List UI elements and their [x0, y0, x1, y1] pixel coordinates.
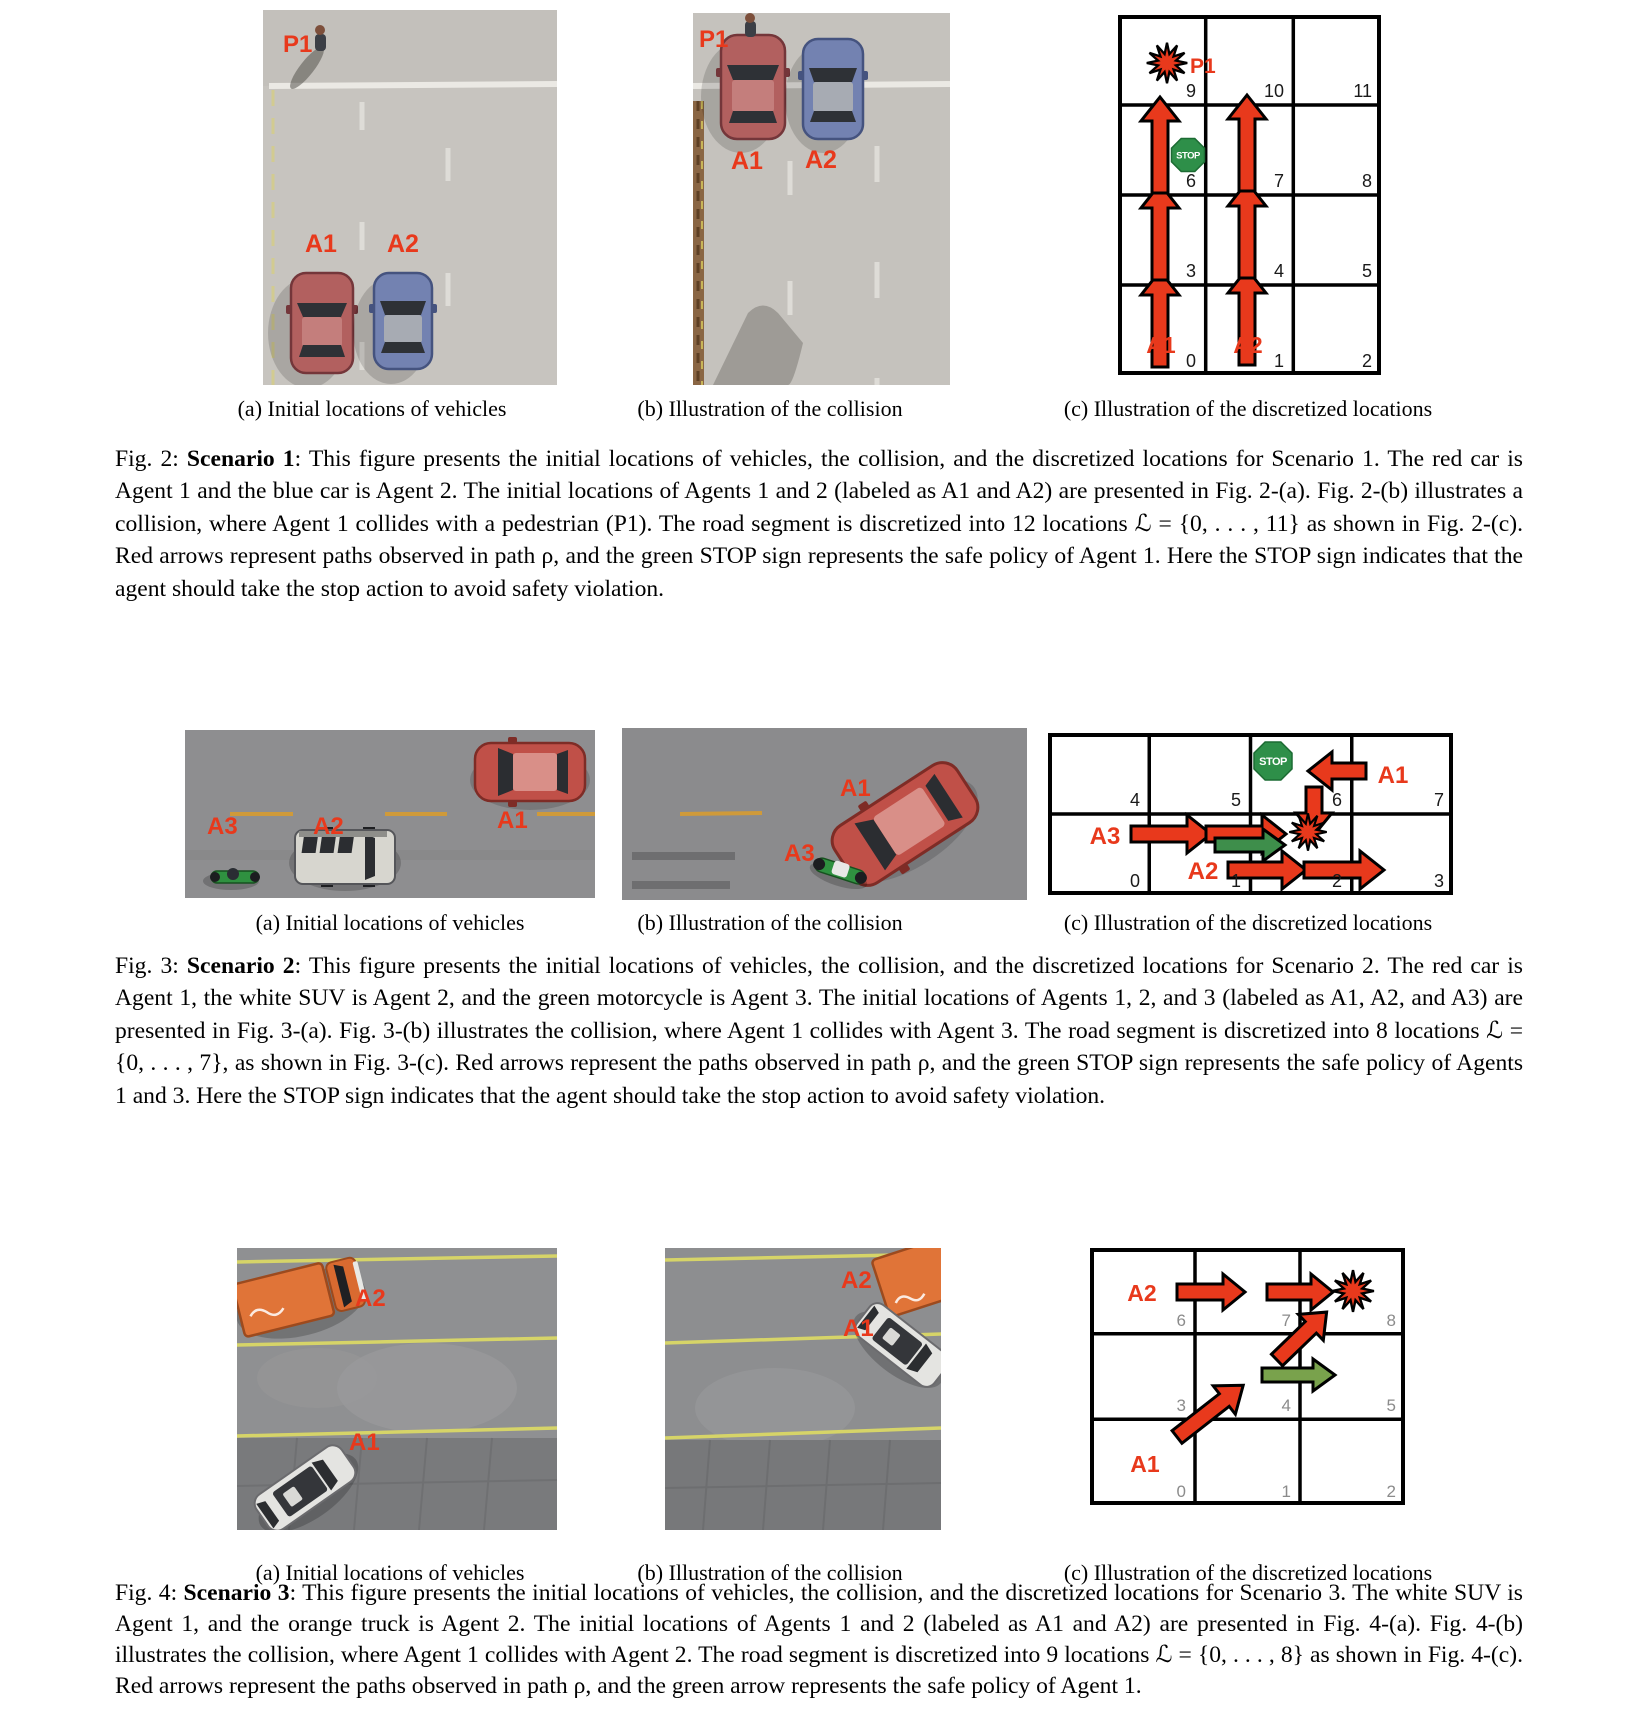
label-a3: A3 — [207, 813, 238, 840]
fig4-caption-body: : This figure presents the initial locations of vehicles, the collision, and the discretized locations for Scenario 3. The white SUV is Agent 1, and the orange truck is Agent 2. The initial locations of Agents 1 and 2 (labeled as A1 and A2) are presented in Fig. 4-(a). Fig. 4-(b) illustrates the collision, where Agent 1 collides with Agent 2. The road segment is discretized into 9 locations ℒ = {0, . . . , 8} as shown in Fig. 4-(c). Red arrows represent the paths observed in path ρ, and the green arrow represents the safe policy of Agent 1. — [115, 1580, 1523, 1699]
svg-text:1: 1 — [1230, 871, 1241, 891]
fig4-subcaption-a: (a) Initial locations of vehicles — [255, 1560, 525, 1585]
label-a1: A1 — [843, 1315, 874, 1342]
skid-mark — [632, 881, 730, 889]
fig3c-grid — [1048, 733, 1453, 895]
label-a1: A1 — [305, 230, 337, 258]
fig3-subcaption-b: (b) Illustration of the collision — [637, 910, 903, 935]
label-a2: A2 — [313, 813, 344, 840]
stop-sign-icon — [1254, 742, 1292, 780]
svg-text:3: 3 — [1176, 1396, 1186, 1415]
svg-text:8: 8 — [1361, 171, 1372, 191]
svg-text:10: 10 — [1263, 81, 1284, 101]
svg-text:1: 1 — [1281, 1482, 1291, 1501]
label-a1: A1 — [840, 775, 871, 802]
label-p1: P1 — [283, 31, 313, 58]
fig3-caption-prefix: Fig. 3: — [115, 953, 187, 979]
fig4a-photo — [237, 1248, 557, 1530]
fig4c-grid — [1090, 1248, 1405, 1505]
grid-label-a3: A3 — [1089, 823, 1121, 850]
fig2-caption-scenario: Scenario 1 — [186, 446, 295, 472]
white-suv — [289, 827, 401, 891]
grid-label-p1: P1 — [1190, 55, 1216, 78]
fig3a-photo — [185, 730, 595, 898]
label-a1: A1 — [497, 807, 528, 834]
grid-label-a2: A2 — [1187, 858, 1219, 885]
label-a1: A1 — [349, 1429, 380, 1456]
fig2c-grid — [1118, 15, 1381, 375]
fig4-caption — [115, 1578, 1523, 1702]
label-a2: A2 — [841, 1267, 872, 1294]
fig3-subcaption-a: (a) Initial locations of vehicles — [255, 910, 525, 935]
fig3-caption — [115, 950, 1523, 1112]
stop-text: STOP — [1176, 150, 1200, 162]
svg-text:4: 4 — [1281, 1396, 1291, 1415]
svg-text:7: 7 — [1281, 1311, 1291, 1330]
label-p1: P1 — [699, 26, 729, 53]
svg-text:2: 2 — [1331, 871, 1342, 891]
svg-text:11: 11 — [1353, 81, 1372, 101]
red-car — [470, 737, 590, 810]
label-a2: A2 — [805, 146, 837, 174]
fig3-caption-scenario: Scenario 2 — [186, 953, 295, 979]
pedestrian — [745, 13, 756, 37]
stop-sign-icon — [1172, 139, 1205, 172]
svg-text:7: 7 — [1273, 171, 1284, 191]
skid-mark — [632, 852, 735, 860]
svg-text:6: 6 — [1176, 1311, 1186, 1330]
fig3b-photo — [622, 728, 1027, 900]
svg-text:5: 5 — [1230, 790, 1241, 810]
stop-text: STOP — [1259, 756, 1287, 768]
label-a3: A3 — [784, 840, 815, 867]
center-line — [680, 813, 762, 814]
grid-label-a1: A1 — [1377, 762, 1409, 789]
fig2-subcaption-a: (a) Initial locations of vehicles — [237, 396, 507, 421]
fig4b-photo — [665, 1248, 941, 1530]
label-a2: A2 — [355, 1285, 386, 1312]
svg-text:1: 1 — [1273, 351, 1284, 371]
svg-text:5: 5 — [1361, 261, 1372, 281]
svg-text:8: 8 — [1386, 1311, 1396, 1330]
label-a2: A2 — [387, 230, 419, 258]
fig2a-photo — [263, 10, 557, 385]
fig3-subcaption-c: (c) Illustration of the discretized locations — [1063, 910, 1433, 935]
svg-text:2: 2 — [1361, 351, 1372, 371]
label-a1: A1 — [731, 147, 763, 175]
svg-text:4: 4 — [1129, 790, 1140, 810]
svg-text:0: 0 — [1129, 871, 1140, 891]
fig4-caption-prefix: Fig. 4: — [115, 1580, 184, 1606]
svg-text:5: 5 — [1386, 1396, 1396, 1415]
fig2b-photo — [693, 13, 950, 385]
fig2-caption-body: : This figure presents the initial locations of vehicles, the collision, and the discretized locations for Scenario 1. The red car is Agent 1 and the blue car is Agent 2. The initial locations of Agents 1 and 2 (labeled as A1 and A2) are presented in Fig. 2-(a). Fig. 2-(b) illustrates a collision, where Agent 1 collides with a pedestrian (P1). The road segment is discretized into 12 locations ℒ = {0, . . . , 11} as shown in Fig. 2-(c). Red arrows represent paths observed in path ρ, and the green STOP sign represents the safe policy of Agent 1. Here the STOP sign indicates that the agent should take the stop action to avoid safety violation. — [115, 446, 1523, 602]
road-patch — [257, 1348, 377, 1408]
svg-text:2: 2 — [1386, 1482, 1396, 1501]
fig2-subcaption-b: (b) Illustration of the collision — [637, 396, 903, 421]
svg-text:6: 6 — [1331, 790, 1342, 810]
svg-text:9: 9 — [1185, 81, 1196, 101]
grid-label-a1: A1 — [1146, 332, 1176, 358]
stop-line — [269, 84, 557, 86]
fig4-subcaption-b: (b) Illustration of the collision — [637, 1560, 903, 1585]
svg-text:4: 4 — [1273, 261, 1284, 281]
fig2-caption — [115, 443, 1523, 605]
svg-text:6: 6 — [1185, 171, 1196, 191]
grid-label-a2: A2 — [1233, 332, 1263, 358]
svg-text:0: 0 — [1176, 1482, 1186, 1501]
fig4-subcaption-c: (c) Illustration of the discretized locations — [1063, 1560, 1433, 1585]
svg-text:3: 3 — [1433, 871, 1444, 891]
svg-text:3: 3 — [1185, 261, 1196, 281]
fig3-caption-body: : This figure presents the initial locations of vehicles, the collision, and the discretized locations for Scenario 2. The red car is Agent 1, the white SUV is Agent 2, and the green motorcycle is Agent 3. The initial locations of Agents 1, 2, and 3 (labeled as A1, A2, and A3) are presented in Fig. 3-(a). Fig. 3-(b) illustrates the collision, where Agent 1 collides with Agent 3. The road segment is discretized into 8 locations ℒ = {0, . . . , 7}, as shown in Fig. 3-(c). Red arrows represent the paths observed in path ρ, and the green STOP sign represents the safe policy of Agents 1 and 3. Here the STOP sign indicates that the agent should take the stop action to avoid safety violation. — [115, 953, 1523, 1109]
fig2-subcaption-c: (c) Illustration of the discretized locations — [1063, 396, 1433, 421]
svg-text:7: 7 — [1433, 790, 1444, 810]
fig2-caption-prefix: Fig. 2: — [115, 446, 187, 472]
grid-label-a1: A1 — [1130, 1451, 1160, 1477]
svg-text:0: 0 — [1185, 351, 1196, 371]
grid-label-a2: A2 — [1127, 1280, 1157, 1306]
fig4-caption-scenario: Scenario 3 — [183, 1580, 290, 1606]
